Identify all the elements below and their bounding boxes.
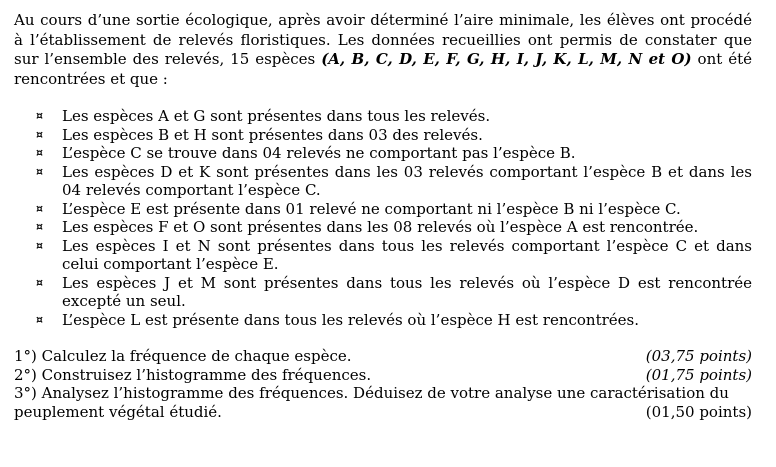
list-item — [14, 144, 752, 163]
question-points: (01,75 points) — [645, 365, 752, 384]
question-2 — [14, 366, 752, 385]
list-item — [14, 107, 752, 126]
bullet-icon: ¤ — [36, 109, 43, 122]
list-item-text: L’espèce E est présente dans 01 relevé ne comportant ni l’espèce B ni l’espèce C. — [62, 199, 681, 218]
list-item-text: Les espèces J et M sont présentes dans tous les relevés où l’espèce D est rencontrée excepté un seul. — [62, 273, 752, 310]
list-item-text: Les espèces F et O sont présentes dans les 08 relevés où l’espèce A est rencontrée. — [62, 218, 699, 236]
list-item-text: L’espèce L est présente dans tous les relevés où l’espèce H est rencontrées. — [62, 310, 639, 329]
list-item-text: L’espèce C se trouve dans 04 relevés ne comportant pas l’espèce B. — [62, 144, 576, 162]
list-item — [14, 218, 752, 237]
bullet-icon: ¤ — [36, 275, 43, 289]
question-points: (01,50 points) — [645, 402, 752, 421]
question-text: 1°) Calculez la fréquence de chaque espèce. — [14, 347, 352, 365]
bullet-icon: ¤ — [36, 164, 43, 178]
list-item — [14, 200, 752, 219]
question-3-last-line — [14, 403, 752, 422]
intro-paragraph — [14, 11, 752, 89]
observations-list — [14, 107, 752, 329]
list-item-text: Les espèces I et N sont présentes dans tous les relevés comportant l’espèce C et dans celui comportant l’espèce E. — [62, 236, 752, 273]
intro-text-part1: Au cours d’une sortie écologique, après avoir déterminé l’aire minimale, les élèves ont procédé à l’établissement de relevés floristiques. Les données recueillies ont permis de constater que sur l’ensemble des relevés, 15 espèces — [14, 11, 752, 68]
question-text: 2°) Construisez l’histogramme des fréquences. — [14, 365, 372, 384]
bullet-icon: ¤ — [36, 127, 43, 141]
question-points: (03,75 points) — [645, 347, 752, 365]
questions-section — [14, 347, 752, 421]
bullet-icon: ¤ — [36, 220, 43, 233]
question-text-line1: 3°) Analysez l’histogramme des fréquences. Déduisez de votre analyse une caractérisation du — [14, 384, 729, 402]
bullet-icon: ¤ — [36, 312, 43, 326]
list-item — [14, 163, 752, 200]
list-item — [14, 274, 752, 311]
list-item-text: Les espèces D et K sont présentes dans les 03 relevés comportant l’espèce B et dans les 04 relevés comportant l’espèce C. — [62, 162, 752, 199]
list-item — [14, 126, 752, 145]
exercise-document — [14, 11, 752, 421]
list-item-text: Les espèces A et G sont présentes dans tous les relevés. — [62, 107, 491, 125]
question-1 — [14, 347, 752, 366]
question-text-line2: peuplement végétal étudié. — [14, 402, 222, 421]
bullet-icon: ¤ — [36, 238, 43, 252]
list-item — [14, 237, 752, 274]
bullet-icon: ¤ — [36, 201, 43, 215]
question-3 — [14, 384, 752, 421]
species-list: (A, B, C, D, E, F, G, H, I, J, K, L, M, N et O) — [321, 50, 692, 68]
list-item-text: Les espèces B et H sont présentes dans 03 des relevés. — [62, 125, 483, 144]
intro-text-part2: ont été rencontrées et que : — [14, 50, 752, 88]
bullet-icon: ¤ — [36, 146, 43, 159]
list-item — [14, 311, 752, 330]
